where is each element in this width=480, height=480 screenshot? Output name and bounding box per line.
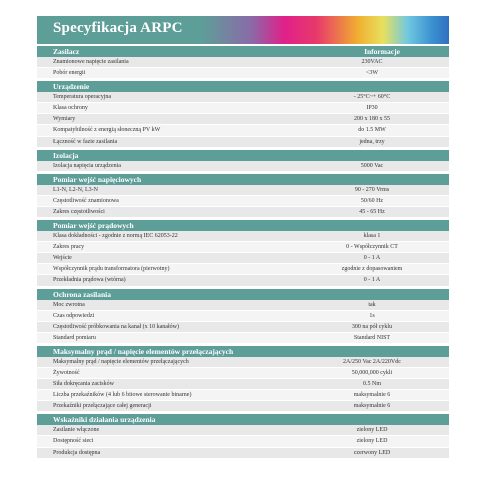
spec-label: Częstotliwość znamionowa [53, 197, 119, 204]
spec-row [37, 275, 449, 286]
spec-label: Przekładnia prądowa (wtórna) [53, 277, 126, 284]
section-header [37, 218, 449, 231]
spec-value: zielony LED [356, 438, 388, 445]
section-title: Maksymalny prąd / napięcie elementów przełączających [53, 346, 234, 356]
section-title: Pomiar wejść prądowych [53, 221, 134, 231]
spec-row [37, 357, 449, 368]
spec-label: Zasilanie włączone [53, 427, 100, 434]
spec-row [37, 333, 449, 344]
section-rows [37, 185, 449, 218]
section-title: Wskaźniki działania urządzenia [53, 415, 156, 425]
spec-value: 5000 Vac [360, 162, 384, 169]
spec-label: Produkcja dostępna [53, 449, 101, 456]
spec-section [37, 344, 449, 412]
spec-label: Temperatura operacyjna [53, 94, 112, 101]
spec-label: Współczynnik prądu transformatora (pierwotny) [53, 266, 170, 273]
spec-row [37, 401, 449, 412]
spec-sections [37, 44, 449, 459]
spec-label: L1-N, L2-N, L3-N [53, 186, 98, 193]
spec-value: 0 - 1 A [363, 255, 381, 262]
section-title: Zasilacz [53, 47, 80, 56]
spec-row [37, 253, 449, 264]
spec-value: maksymalnie 6 [353, 392, 391, 399]
section-rows [37, 300, 449, 344]
spec-section [37, 44, 449, 79]
spec-label: Standard pomiaru [53, 334, 96, 341]
section-title: Urządzenie [53, 82, 90, 92]
spec-label: Częstotliwość próbkowania na kanał (x 10 kanałów) [53, 323, 179, 330]
spec-value: zgodnie z dopasowaniem [341, 266, 403, 273]
spec-label: Wejście [53, 255, 72, 262]
spec-row [37, 311, 449, 322]
spec-row [37, 207, 449, 218]
spec-label: Liczba przekaźników (4 lub 6 bitowe sterowanie binarne) [53, 392, 192, 399]
spec-row [37, 57, 449, 68]
spec-section [37, 148, 449, 172]
spec-value: IP30 [366, 105, 378, 112]
spec-label: Wymiary [53, 116, 76, 123]
spec-section [37, 412, 449, 458]
spec-label: Izolacja napięcia urządzenia [53, 162, 121, 169]
spec-value: 0 - 1 A [363, 277, 381, 284]
spec-label: Żywotność [53, 369, 80, 376]
section-header [37, 287, 449, 300]
spec-value: 50,000,000 cykli [351, 369, 393, 376]
spec-row [37, 322, 449, 333]
spec-value: 0.5 Nm [363, 381, 381, 388]
spec-row [37, 300, 449, 311]
section-column-header: Informacje [364, 47, 400, 56]
spec-row [37, 425, 449, 436]
spec-value: 50/60 Hz [360, 197, 384, 204]
spec-section [37, 218, 449, 286]
spec-label: Łączność w fazie zasilania [53, 138, 118, 145]
spec-value: 200 x 180 x 55 [354, 116, 390, 123]
spec-row [37, 368, 449, 379]
spec-row [37, 125, 449, 136]
section-header [37, 172, 449, 185]
spec-row [37, 242, 449, 253]
spec-value: - 25°C~+ 60°C [353, 94, 391, 101]
page-title: Specyfikacja ARPC [53, 20, 183, 36]
spec-label: Przekaźniki przełączające całej generacji [53, 403, 152, 410]
spec-label: Dostępność sieci [53, 438, 94, 445]
spec-value: 90 - 270 Vrms [354, 186, 390, 193]
spec-row [37, 379, 449, 390]
section-rows [37, 92, 449, 147]
section-rows [37, 161, 449, 172]
section-header [37, 412, 449, 425]
spec-label: Kompatybilność z energią słoneczną PV kW [53, 127, 161, 134]
spec-label: Klasa ochrony [53, 105, 88, 112]
spec-row [37, 448, 449, 459]
spec-row [37, 196, 449, 207]
spec-row [37, 436, 449, 447]
section-rows [37, 357, 449, 412]
section-title: Ochrona zasilania [53, 289, 111, 299]
spec-row [37, 161, 449, 172]
spec-label: Klasa dokładności - zgodnie z normą IEC 62053-22 [53, 233, 178, 240]
section-rows [37, 231, 449, 286]
section-header [37, 148, 449, 161]
spec-value: do 1.5 MW [358, 127, 386, 134]
spec-row [37, 390, 449, 401]
spec-value: klasa 1 [363, 233, 381, 240]
spec-label: Zakres częstotliwości [53, 208, 105, 215]
spec-value: maksymalnie 6 [353, 403, 391, 410]
section-rows [37, 57, 449, 79]
spec-label: Maksymalny prąd / napięcie elementów przełączających [53, 358, 189, 365]
spec-value: czerwony LED [353, 449, 391, 456]
spec-value: tak [368, 301, 376, 308]
spec-value: 1s [369, 312, 375, 319]
title-banner [37, 16, 449, 44]
spec-label: Pobór energii [53, 70, 86, 77]
spec-row [37, 114, 449, 125]
section-header [37, 44, 449, 57]
spec-value: <3W [365, 70, 379, 77]
section-header [37, 79, 449, 92]
spec-value: Standard NIST [353, 334, 391, 341]
spec-row [37, 103, 449, 114]
spec-value: zielony LED [356, 427, 388, 434]
spec-value: 230VAC [361, 59, 383, 65]
spec-section [37, 79, 449, 147]
spec-label: Siła dokręcania zacisków [53, 381, 114, 388]
spec-section [37, 287, 449, 344]
section-header [37, 344, 449, 357]
spec-row [37, 231, 449, 242]
spec-label: Zakres pracy [53, 244, 85, 251]
spec-label: Czas odpowiedzi [53, 312, 95, 319]
spec-value: 300 na pół cyklu [351, 323, 393, 330]
spec-row [37, 68, 449, 79]
spec-row [37, 137, 449, 148]
spec-value: 2A/250 Vac 2A/220Vdc [343, 358, 401, 365]
spec-row [37, 185, 449, 196]
spec-value: jedna, trzy [359, 138, 385, 145]
spec-label: Znamionowe napięcie zasilania [53, 59, 129, 65]
section-title: Pomiar wejść napięciowych [53, 174, 142, 184]
spec-row [37, 92, 449, 103]
section-title: Izolacja [53, 150, 79, 160]
spec-section [37, 172, 449, 218]
spec-value: 0 - Współczynnik CT [346, 244, 398, 251]
spec-label: Moc zwrotna [53, 301, 85, 308]
section-rows [37, 425, 449, 458]
spec-row [37, 264, 449, 275]
spec-sheet [37, 16, 449, 459]
spec-value: 45 - 65 Hz [359, 208, 385, 215]
